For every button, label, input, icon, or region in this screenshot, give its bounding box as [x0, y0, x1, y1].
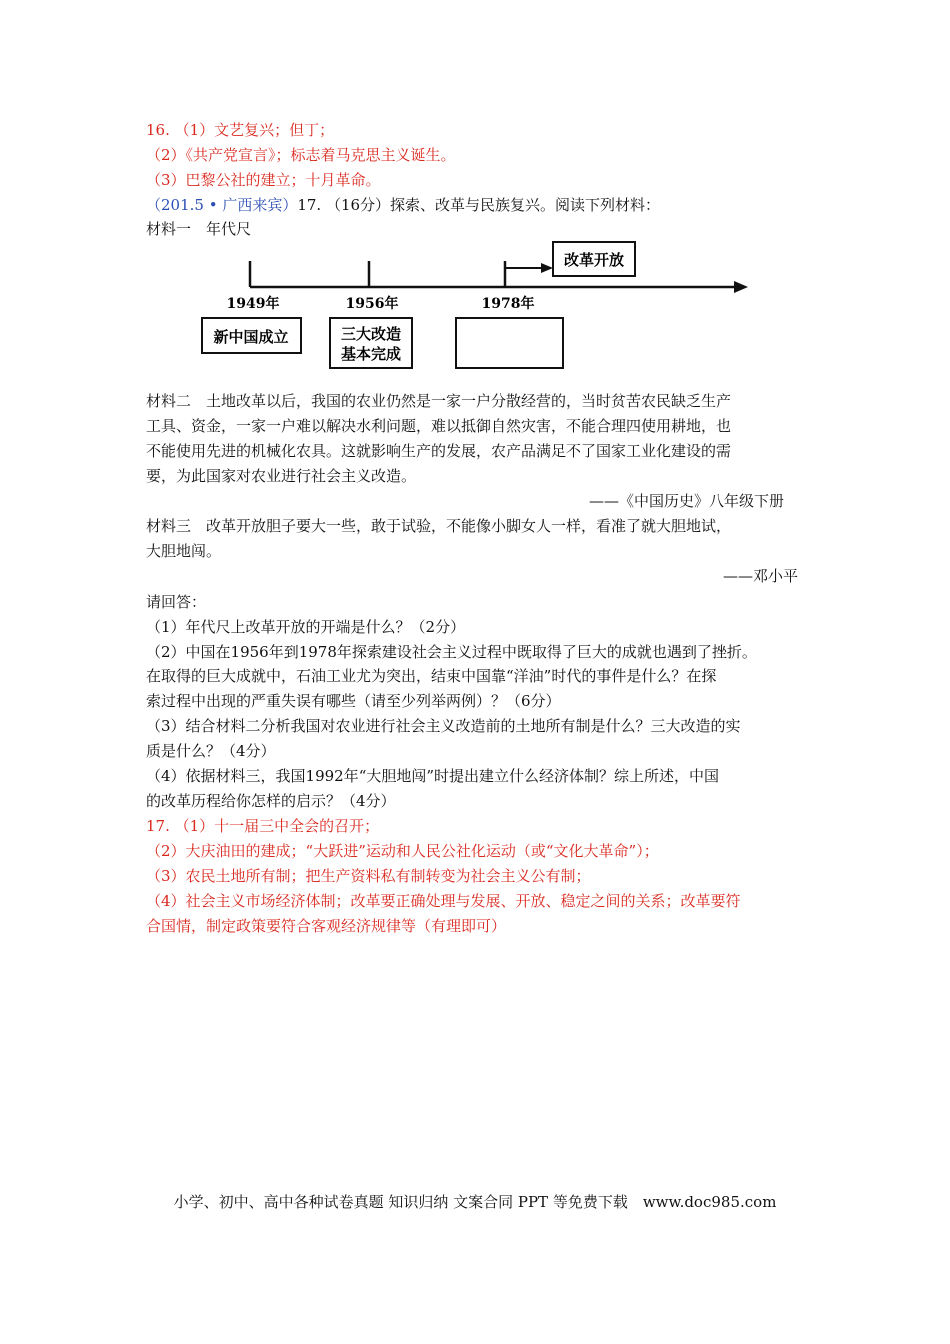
year-1949: 1949年 [226, 296, 280, 312]
material2-line3: 不能使用先进的机械化农具。这就影响生产的发展，农产品满足不了国家工业化建设的需 [146, 442, 732, 460]
box-three-reforms-line2: 基本完成 [340, 345, 402, 363]
material3-line1: 材料三 改革开放胆子要大一些，敢于试验，不能像小脚女人一样，看准了就大胆地试， [146, 517, 732, 535]
page-footer: 小学、初中、高中各种试卷真题 知识归纳 文案合同 PPT 等免费下载 www.doc985.com [173, 1193, 777, 1211]
question-line1: （1）年代尺上改革开放的开端是什么？（2分） [146, 618, 466, 636]
reform-pointer-arrowhead [541, 263, 553, 273]
question-line2: （2）中国在1956年到1978年探索建设社会主义过程中既取得了巨大的成就也遇到了挫折。 [146, 643, 757, 661]
question-line4: 索过程中出现的严重失误有哪些（请至少列举两例）？（6分） [146, 692, 561, 710]
question-line8: 的改革历程给你怎样的启示？（4分） [146, 792, 396, 810]
material2-line4: 要，为此国家对农业进行社会主义改造。 [146, 467, 417, 485]
answer17-line1: 17. （1）十一届三中全会的召开； [146, 817, 380, 835]
box-new-china-label: 新中国成立 [213, 328, 289, 346]
answer17-line3: （3）农民土地所有制；把生产资料私有制转变为社会主义公有制； [146, 867, 591, 885]
year-1978: 1978年 [481, 296, 535, 312]
answer16-line2: （2）《共产党宣言》；标志着马克思主义诞生。 [146, 146, 456, 164]
timeline-diagram [0, 0, 950, 380]
answer17-line2: （2）大庆油田的建成；“大跃进”运动和人民公社化运动（或“文化大革命”）； [146, 842, 659, 860]
material2-line1: 材料二 土地改革以后，我国的农业仍然是一家一户分散经营的，当时贫苦农民缺乏生产 [146, 392, 732, 410]
question-source: （201.5 • 广西来宾） [146, 196, 298, 214]
question-line7: （4）依据材料三，我国1992年“大胆地闯”时提出建立什么经济体制？综上所述，中国 [146, 767, 720, 785]
box-three-reforms-line1: 三大改造 [340, 325, 402, 343]
material3-line2: 大胆地闯。 [146, 542, 222, 560]
material2-source: ——《中国历史》八年级下册 [589, 492, 785, 510]
box-blank-answer [456, 318, 563, 368]
material2-line2: 工具、资金，一家一户难以解决水利问题，难以抵御自然灾害，不能合理四使用耕地，也 [146, 417, 732, 435]
question-line5: （3）结合材料二分析我国对农业进行社会主义改造前的土地所有制是什么？三大改造的实 [146, 717, 741, 735]
answer17-line5: 合国情，制定政策要符合客观经济规律等（有理即可） [146, 917, 507, 935]
reform-label: 改革开放 [563, 251, 625, 269]
year-1956: 1956年 [345, 296, 399, 312]
question-text: 17. （16分）探索、改革与民族复兴。阅读下列材料： [297, 196, 661, 214]
question-line6: 质是什么？（4分） [146, 742, 276, 760]
questions-intro: 请回答： [146, 593, 207, 611]
answer17-line4: （4）社会主义市场经济体制；改革要正确处理与发展、开放、稳定之间的关系；改革要符 [146, 892, 741, 910]
material1-title: 材料一 年代尺 [146, 220, 252, 238]
answer16-line1: 16. （1）文艺复兴；但丁； [146, 121, 335, 139]
material3-source: ——邓小平 [723, 567, 799, 585]
answer16-line3: （3）巴黎公社的建立；十月革命。 [146, 171, 381, 189]
timeline-arrowhead [734, 281, 748, 293]
question-line3: 在取得的巨大成就中，石油工业尤为突出，结束中国靠“洋油”时代的事件是什么？在探 [146, 667, 717, 685]
